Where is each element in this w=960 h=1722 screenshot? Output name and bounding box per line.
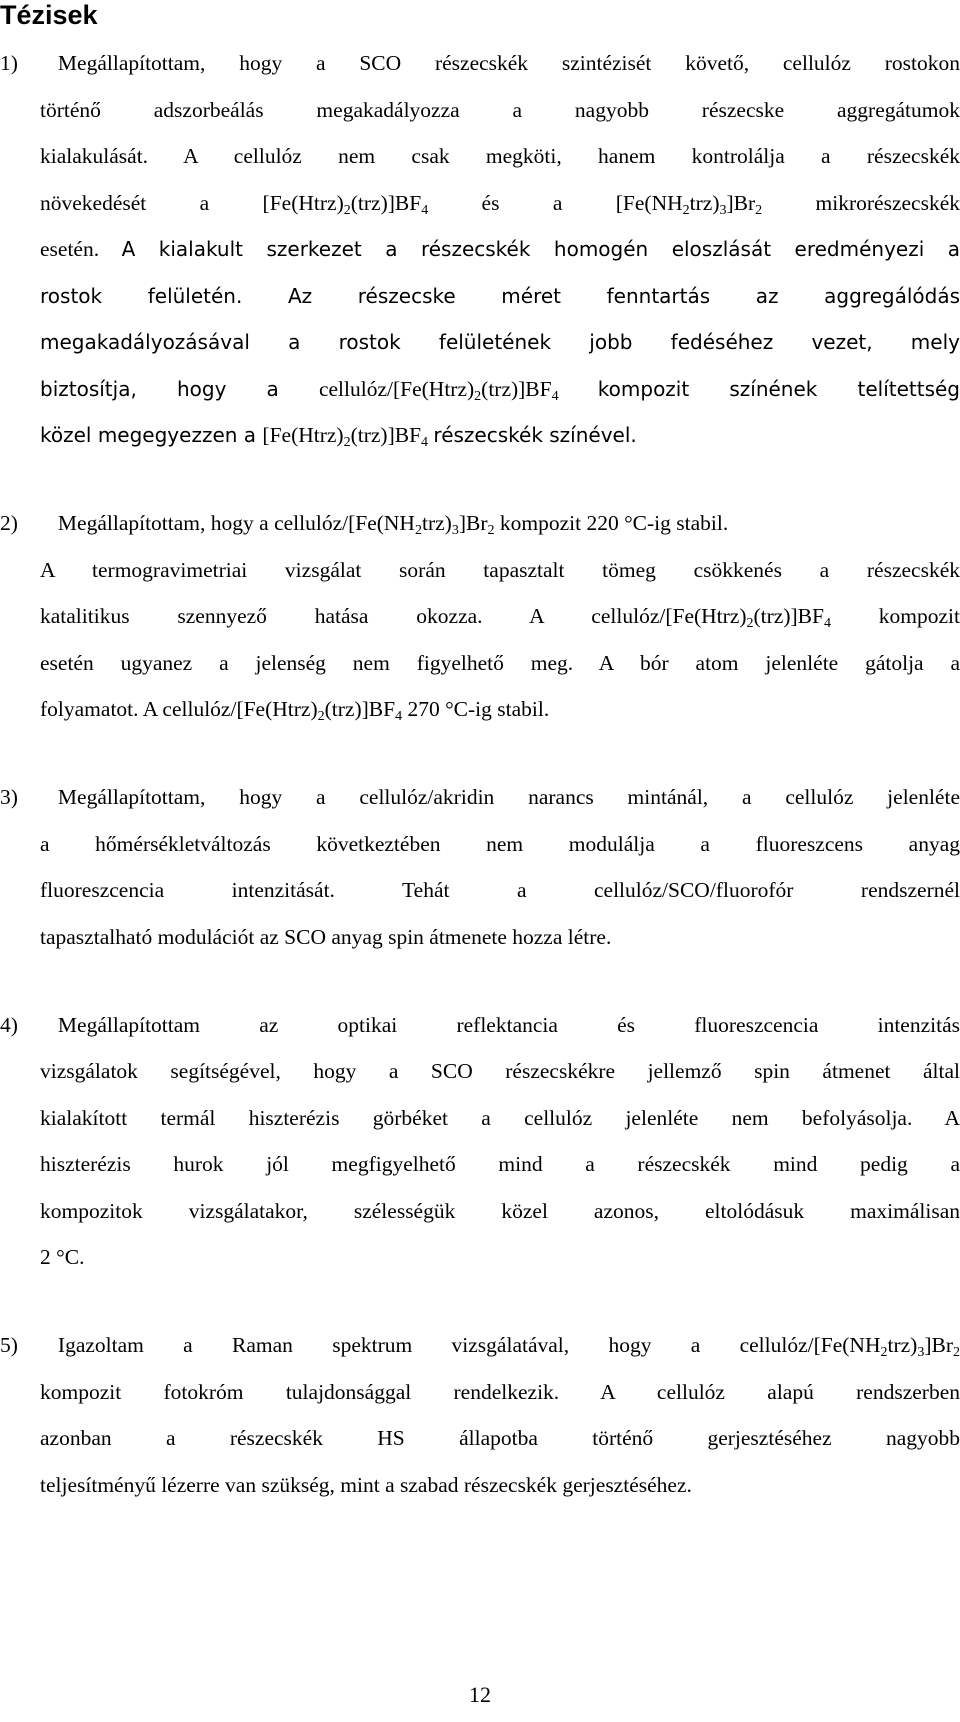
text-fragment: Megállapítottam az optikai reflektancia és fluoreszcencia intenzitás <box>57 1013 960 1037</box>
text-line <box>0 646 960 680</box>
text-fragment: és a [Fe(NH <box>428 191 683 215</box>
text-fragment: 1) <box>0 51 18 75</box>
subscript: 3 <box>719 203 727 218</box>
text-fragment: ]Br <box>726 191 756 215</box>
text-line <box>0 1194 960 1228</box>
subscript: 2 <box>880 1345 888 1360</box>
subscript: 2 <box>343 435 351 450</box>
text-fragment: Megállapítottam, hogy a cellulóz/[Fe(NH <box>57 511 415 535</box>
text-fragment: 3) <box>0 785 18 809</box>
text-fragment: 2 °C. <box>40 1245 85 1269</box>
text-fragment: cellulóz/[Fe(Htrz) <box>318 377 475 401</box>
text-line <box>0 599 960 633</box>
text-line <box>0 279 960 313</box>
text-fragment: részecskék színével. <box>433 423 637 447</box>
text-fragment: biztosítja, hogy a <box>40 377 319 401</box>
subscript: 4 <box>421 435 429 450</box>
text-fragment: mikrorészecskék <box>762 191 960 215</box>
text-line <box>0 1240 960 1274</box>
text-fragment: trz) <box>689 191 720 215</box>
text-line <box>0 372 960 406</box>
text-line <box>0 1375 960 1409</box>
text-line <box>0 1328 960 1362</box>
text-fragment: (trz)]BF <box>324 697 396 721</box>
text-fragment: 270 °C-ig stabil. <box>402 697 550 721</box>
text-line <box>0 553 960 587</box>
subscript: 2 <box>755 203 763 218</box>
text-fragment: történő adszorbeálás megakadályozza a nagyobb részecske aggregátumok <box>40 98 960 122</box>
text-line <box>0 827 960 861</box>
text-fragment: trz) <box>887 1333 918 1357</box>
text-fragment: 5) <box>0 1333 18 1357</box>
text-fragment: kialakított termál hiszterézis görbéket a cellulóz jelenléte nem befolyásolja. A <box>40 1106 960 1130</box>
text-fragment: ]Br <box>458 511 488 535</box>
text-line <box>0 232 960 266</box>
text-fragment <box>559 377 598 401</box>
text-line <box>0 93 960 127</box>
text-fragment: 4) <box>0 1013 18 1037</box>
text-fragment: közel megegyezzen a <box>40 423 263 447</box>
text-fragment: kompozit 220 °C-ig stabil. <box>494 511 729 535</box>
text-line <box>0 780 960 814</box>
text-fragment: teljesítményű lézerre van szükség, mint a szabad részecskék gerjesztéséhez. <box>40 1473 692 1497</box>
text-line <box>0 418 960 452</box>
subscript: 2 <box>343 203 351 218</box>
text-fragment: Igazoltam a Raman spektrum vizsgálatával, hogy a cellulóz/[Fe(NH <box>57 1333 881 1357</box>
text-fragment: Megállapítottam, hogy a SCO részecskék szintézisét követő, cellulóz rostokon <box>57 51 960 75</box>
text-line <box>0 692 960 726</box>
text-fragment: hiszterézis hurok jól megfigyelhető mind a részecskék mind pedig a <box>40 1152 960 1176</box>
subscript: 2 <box>414 523 422 538</box>
text-fragment: (trz)]BF <box>350 191 422 215</box>
text-fragment: rostok felületén. Az részecske méret fenntartás az aggregálódás <box>40 284 960 308</box>
text-fragment: növekedését a [Fe(Htrz) <box>40 191 344 215</box>
page-number: 12 <box>469 1682 491 1707</box>
text-fragment: esetén ugyanez a jelenség nem figyelhető meg. A bór atom jelenléte gátolja a <box>40 651 960 675</box>
text-fragment: [Fe(Htrz) <box>262 423 344 447</box>
text-line <box>0 1101 960 1135</box>
text-fragment: A kialakult szerkezet a részecskék homogén eloszlását eredményezi a <box>121 237 960 261</box>
text-line <box>0 1468 960 1502</box>
text-fragment: Megállapítottam, hogy a cellulóz/akridin narancs mintánál, a cellulóz jelenléte <box>57 785 960 809</box>
subscript: 2 <box>474 389 482 404</box>
text-line <box>0 1421 960 1455</box>
text-fragment: azonban a részecskék HS állapotba történő gerjesztéséhez nagyobb <box>40 1426 960 1450</box>
text-line <box>0 1147 960 1181</box>
text-line <box>0 46 960 80</box>
text-fragment: kompozit <box>830 604 960 628</box>
text-line <box>0 506 960 540</box>
subscript: 2 <box>746 616 754 631</box>
page-title: Tézisek <box>0 0 98 30</box>
subscript: 2 <box>953 1345 960 1360</box>
text-line <box>0 1054 960 1088</box>
text-fragment: katalitikus szennyező hatása okozza. A cellulóz/[Fe(Htrz) <box>40 604 747 628</box>
text-fragment: folyamatot. A cellulóz/[Fe(Htrz) <box>40 697 318 721</box>
text-fragment: (trz)]BF <box>753 604 824 628</box>
text-fragment: tapasztalható modulációt az SCO anyag spin átmenete hozza létre. <box>40 925 612 949</box>
text-fragment: A termogravimetriai vizsgálat során tapasztalt tömeg csökkenés a részecskék <box>40 558 960 582</box>
text-fragment: kialakulását. A cellulóz nem csak megköti, hanem kontrolálja a részecskék <box>40 144 960 168</box>
subscript: 4 <box>823 616 831 631</box>
text-fragment: trz) <box>421 511 452 535</box>
text-fragment: esetén. <box>40 237 122 261</box>
text-fragment: (trz)]BF <box>481 377 552 401</box>
text-fragment: ]Br <box>924 1333 953 1357</box>
text-line <box>0 325 960 359</box>
subscript: 4 <box>421 203 429 218</box>
subscript: 3 <box>451 523 459 538</box>
text-line <box>0 873 960 907</box>
text-line <box>0 139 960 173</box>
subscript: 4 <box>551 389 559 404</box>
text-fragment: (trz)]BF <box>350 423 422 447</box>
subscript: 2 <box>487 523 495 538</box>
text-fragment: kompozitok vizsgálatakor, szélességük közel azonos, eltolódásuk maximálisan <box>40 1199 960 1223</box>
text-fragment: vizsgálatok segítségével, hogy a SCO részecskékre jellemző spin átmenet által <box>40 1059 960 1083</box>
text-fragment: 2) <box>0 511 18 535</box>
text-line <box>0 920 960 954</box>
text-fragment: megakadályozásával a rostok felületének jobb fedéséhez vezet, mely <box>40 330 960 354</box>
text-line <box>0 1008 960 1042</box>
text-fragment: a hőmérsékletváltozás következtében nem modulálja a fluoreszcens anyag <box>40 832 960 856</box>
text-fragment: kompozit színének telítettség <box>597 377 960 401</box>
subscript: 2 <box>682 203 690 218</box>
text-fragment: kompozit fotokróm tulajdonsággal rendelkezik. A cellulóz alapú rendszerben <box>40 1380 960 1404</box>
text-fragment: fluoreszcencia intenzitását. Tehát a cellulóz/SCO/fluorofór rendszernél <box>40 878 960 902</box>
subscript: 2 <box>317 709 325 724</box>
subscript: 3 <box>917 1345 925 1360</box>
text-line <box>0 186 960 220</box>
subscript: 4 <box>395 709 403 724</box>
